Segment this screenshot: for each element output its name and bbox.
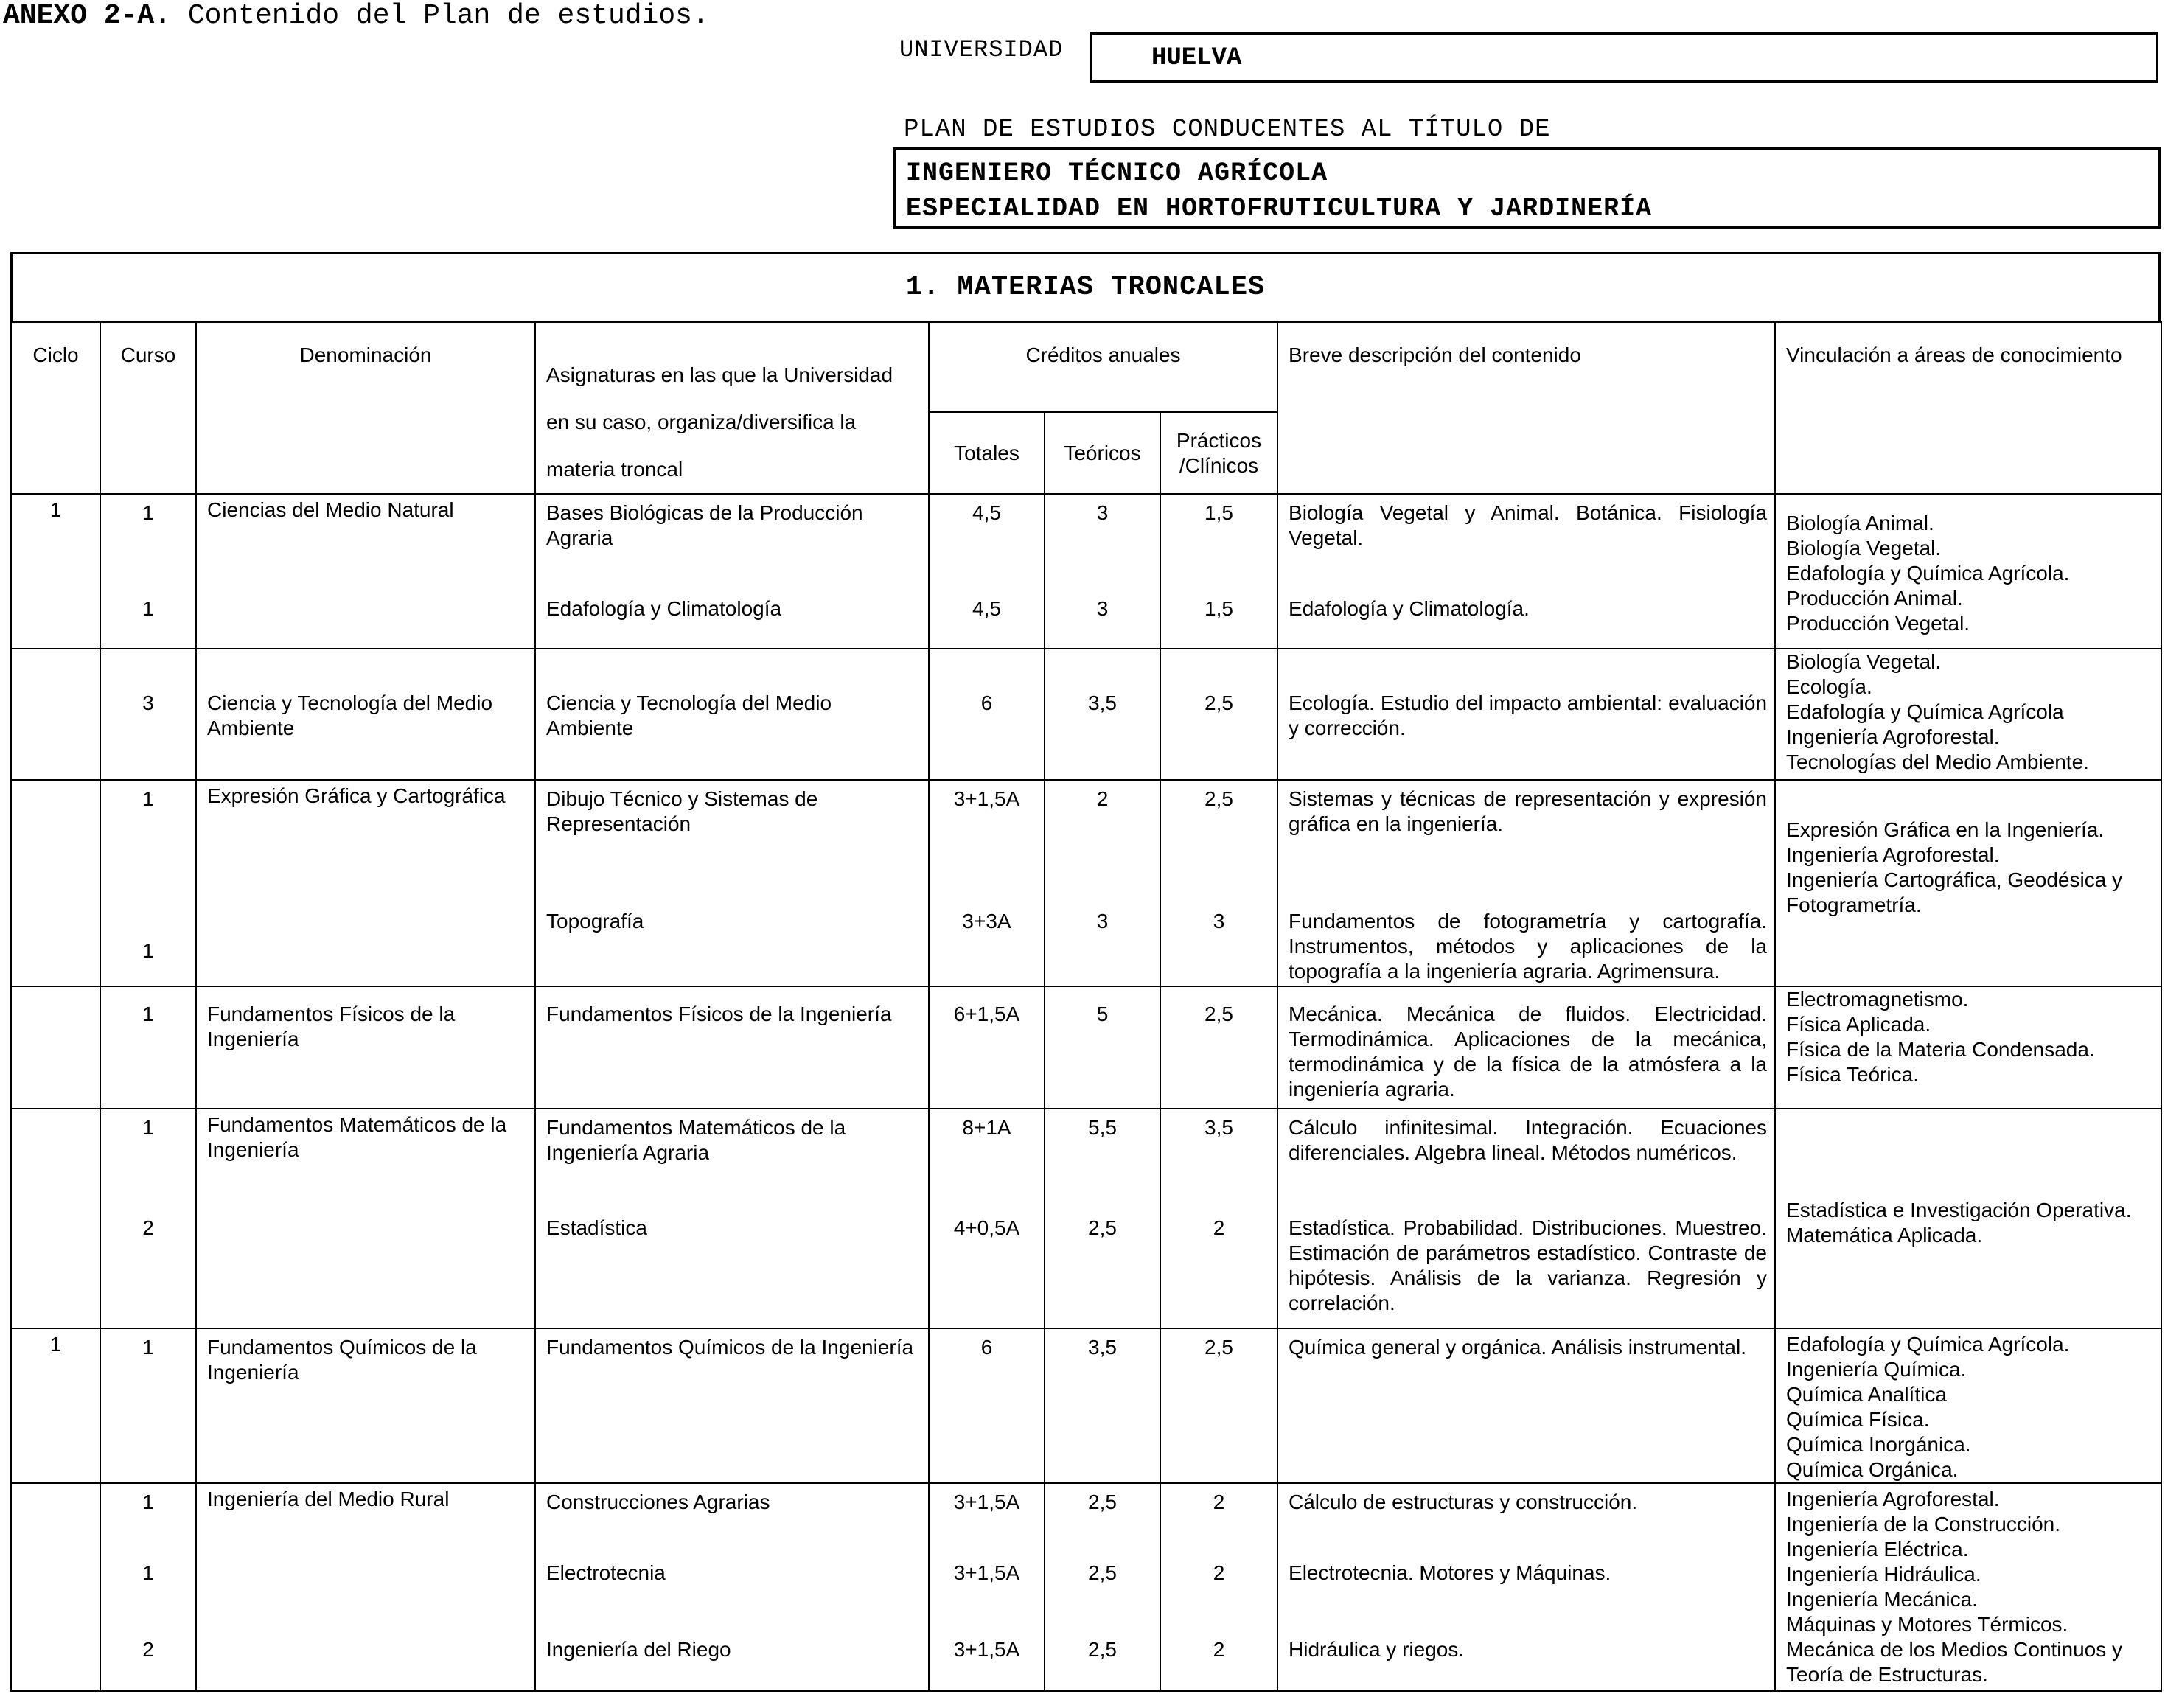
- descripcion-stack: [1278, 1329, 1774, 1477]
- descripcion-stack: [1278, 495, 1774, 645]
- area-item: Producción Vegetal.: [1786, 612, 1970, 635]
- degree-specialty: ESPECIALIDAD EN HORTOFRUTICULTURA Y JARDINERÍA: [906, 194, 1653, 223]
- area-item: Biología Animal.: [1786, 512, 1934, 534]
- curso-stack: [101, 1484, 195, 1686]
- totales-value: 3+1,5A: [953, 1491, 1020, 1513]
- area-item: Ingeniería Mecánica.: [1786, 1588, 1978, 1611]
- teoricos-value: 2,5: [1088, 1638, 1117, 1661]
- descripcion-stack: [1278, 1109, 1774, 1323]
- teoricos-stack: [1045, 781, 1160, 980]
- totales-value: 3+1,5A: [953, 787, 1020, 810]
- cell-asignatura: [535, 986, 929, 1109]
- teoricos-stack: [1045, 987, 1160, 1098]
- area-item: Ingeniería Agroforestal.: [1786, 725, 2000, 748]
- descripcion-stack: [1278, 1484, 1774, 1686]
- table-body: [11, 494, 2161, 1691]
- teoricos-value: 5: [1096, 1003, 1109, 1025]
- descripcion-value: Química general y orgánica. Análisis instrumental.: [1289, 1336, 1746, 1359]
- university-box: [1090, 32, 2158, 83]
- university-label: UNIVERSIDAD: [899, 36, 1064, 63]
- practicos-stack: [1161, 987, 1277, 1098]
- cell-vinculacion: [1775, 780, 2161, 986]
- cell-vinculacion: [1775, 986, 2161, 1109]
- curso-stack: [101, 1109, 195, 1323]
- area-item: Electromagnetismo.: [1786, 988, 1969, 1011]
- descripcion-stack: [1278, 987, 1774, 1101]
- descripcion-value: Edafología y Climatología.: [1289, 597, 1530, 620]
- teoricos-stack: [1045, 649, 1160, 738]
- teoricos-value: 5,5: [1088, 1116, 1117, 1139]
- table-row: [11, 986, 2161, 1109]
- practicos-value: 2,5: [1204, 691, 1233, 714]
- cell-totales: [929, 986, 1045, 1109]
- cell-totales: [929, 1328, 1045, 1483]
- area-item: Máquinas y Motores Térmicos.: [1786, 1613, 2068, 1636]
- totales-value: 3+1,5A: [953, 1638, 1020, 1661]
- area-item: Edafología y Química Agrícola.: [1786, 562, 2070, 585]
- curso-value: 3: [142, 691, 154, 714]
- cell-curso: [100, 1328, 196, 1483]
- practicos-value: 2: [1213, 1638, 1225, 1661]
- teoricos-value: 3: [1096, 501, 1109, 524]
- curso-value: 1: [142, 787, 154, 810]
- denominacion-value: Fundamentos Físicos de la Ingeniería: [207, 1003, 456, 1050]
- asignatura-value: Estadística: [546, 1216, 647, 1239]
- cell-practicos: [1160, 1109, 1277, 1328]
- asignatura-value: Dibujo Técnico y Sistemas de Representación: [546, 787, 818, 835]
- teoricos-value: 3: [1096, 597, 1109, 620]
- area-item: Ingeniería Cartográfica, Geodésica y: [1786, 868, 2123, 891]
- practicos-stack: [1161, 781, 1277, 980]
- descripcion-value: Cálculo de estructuras y construcción.: [1289, 1491, 1638, 1513]
- areas-list: [1776, 1484, 2161, 1687]
- col-header-asignaturas: Asignaturas en las que la Universidad en su caso, organiza/diversifica la materia troncal: [535, 321, 929, 494]
- denominacion-value: Fundamentos Matemáticos de la Ingeniería: [207, 1113, 507, 1161]
- cell-teoricos: [1045, 1328, 1160, 1483]
- cell-teoricos: [1045, 494, 1160, 649]
- area-item: Ecología.: [1786, 675, 1872, 698]
- teoricos-value: 3: [1096, 910, 1109, 933]
- teoricos-value: 2,5: [1088, 1216, 1117, 1239]
- area-item: Física de la Materia Condensada.: [1786, 1038, 2095, 1061]
- cell-curso: [100, 1483, 196, 1691]
- area-item: Biología Vegetal.: [1786, 537, 1942, 560]
- area-item: Edafología y Química Agrícola.: [1786, 1333, 2070, 1356]
- cell-curso: [100, 494, 196, 649]
- practicos-stack: [1161, 1484, 1277, 1686]
- areas-list: [1776, 781, 2161, 918]
- asignatura-stack: [536, 987, 928, 1098]
- cell-denominacion: [196, 1109, 535, 1328]
- practicos-value: 1,5: [1204, 597, 1233, 620]
- cell-curso: [100, 986, 196, 1109]
- practicos-value: 3,5: [1204, 1116, 1233, 1139]
- cell-ciclo: [11, 1483, 100, 1691]
- col-header-descripcion: Breve descripción del contenido: [1277, 321, 1775, 494]
- area-item: Química Orgánica.: [1786, 1458, 1959, 1481]
- asignatura-value: Fundamentos Físicos de la Ingeniería: [546, 1003, 892, 1025]
- cell-practicos: [1160, 780, 1277, 986]
- curso-value: 1: [142, 597, 154, 620]
- descripcion-value: Biología Vegetal y Animal. Botánica. Fisiología Vegetal.: [1289, 501, 1768, 549]
- asignatura-stack: [536, 649, 928, 738]
- cell-teoricos: [1045, 1109, 1160, 1328]
- col-header-practicos: Prácticos /Clínicos: [1160, 412, 1277, 494]
- asignatura-stack: [536, 495, 928, 645]
- col-header-teoricos: Teóricos: [1045, 412, 1160, 494]
- cell-practicos: [1160, 1328, 1277, 1483]
- annex-heading: [3, 0, 709, 32]
- totales-stack: [930, 1484, 1044, 1686]
- totales-value: 6: [980, 1336, 993, 1359]
- teoricos-value: 2,5: [1088, 1491, 1117, 1513]
- area-item: Química Analítica: [1786, 1383, 1947, 1406]
- descripcion-value: Fundamentos de fotogrametría y cartografía. Instrumentos, métodos y aplicaciones de la topografía a la ingeniería agraria. Agrimensura.: [1289, 910, 1768, 983]
- asignatura-value: Electrotecnia: [546, 1561, 666, 1584]
- cell-asignatura: [535, 1483, 929, 1691]
- cell-vinculacion: [1775, 1328, 2161, 1483]
- cell-denominacion: [196, 1483, 535, 1691]
- area-item: Matemática Aplicada.: [1786, 1224, 1983, 1247]
- area-item: Tecnologías del Medio Ambiente.: [1786, 750, 2089, 773]
- cell-totales: [929, 1483, 1045, 1691]
- totales-stack: [930, 1109, 1044, 1323]
- area-item: Mecánica de los Medios Continuos y: [1786, 1638, 2123, 1661]
- asignatura-value: Fundamentos Matemáticos de la Ingeniería Agraria: [546, 1116, 846, 1164]
- cell-vinculacion: [1775, 494, 2161, 649]
- teoricos-value: 2,5: [1088, 1561, 1117, 1584]
- asignatura-stack: [536, 1329, 928, 1477]
- cell-curso: [100, 649, 196, 780]
- area-item: Producción Animal.: [1786, 587, 1963, 610]
- cell-descripcion: [1277, 1109, 1775, 1328]
- cell-curso: [100, 780, 196, 986]
- cell-denominacion: [196, 494, 535, 649]
- asignatura-value: Construcciones Agrarias: [546, 1491, 770, 1513]
- table-row: [11, 780, 2161, 986]
- subjects-table: [10, 321, 2162, 1692]
- col-header-vinculacion: Vinculación a áreas de conocimiento: [1775, 321, 2161, 494]
- area-item: Ingeniería Agroforestal.: [1786, 843, 2000, 866]
- descripcion-stack: [1278, 649, 1774, 738]
- totales-value: 3+3A: [962, 910, 1011, 933]
- cell-totales: [929, 1109, 1045, 1328]
- area-item: Biología Vegetal.: [1786, 650, 1942, 673]
- practicos-value: 2: [1213, 1491, 1225, 1513]
- table-heading: [10, 252, 2161, 323]
- curso-value: 1: [142, 1003, 154, 1025]
- cell-denominacion: [196, 1328, 535, 1483]
- ciclo-value: 1: [49, 498, 62, 521]
- curso-value: 1: [142, 1491, 154, 1513]
- university-value: HUELVA: [1151, 44, 1242, 72]
- descripcion-value: Hidráulica y riegos.: [1289, 1638, 1465, 1661]
- curso-stack: [101, 649, 195, 738]
- teoricos-value: 2: [1096, 787, 1109, 810]
- teoricos-value: 3,5: [1088, 1336, 1117, 1359]
- table-heading-text: 1. MATERIAS TRONCALES: [905, 272, 1266, 303]
- areas-list: [1776, 987, 2161, 1087]
- table-row: [11, 1109, 2161, 1328]
- area-item: Química Inorgánica.: [1786, 1433, 1971, 1456]
- cell-asignatura: [535, 1109, 929, 1328]
- areas-list: [1776, 649, 2161, 775]
- cell-asignatura: [535, 494, 929, 649]
- denominacion-value: Expresión Gráfica y Cartográfica: [207, 784, 506, 807]
- areas-list: [1776, 495, 2161, 636]
- totales-stack: [930, 1329, 1044, 1477]
- asignatura-value: Bases Biológicas de la Producción Agraria: [546, 501, 863, 549]
- col-header-ciclo: Ciclo: [11, 321, 100, 494]
- descripcion-value: Electrotecnia. Motores y Máquinas.: [1289, 1561, 1611, 1584]
- cell-curso: [100, 1109, 196, 1328]
- practicos-value: 2,5: [1204, 1003, 1233, 1025]
- asignatura-value: Ingeniería del Riego: [546, 1638, 731, 1661]
- asignatura-stack: [536, 1109, 928, 1323]
- totales-value: 4+0,5A: [953, 1216, 1020, 1239]
- totales-value: 4,5: [972, 597, 1001, 620]
- area-item: Ingeniería Agroforestal.: [1786, 1488, 2000, 1510]
- cell-ciclo: [11, 780, 100, 986]
- ciclo-value: 1: [49, 1333, 62, 1356]
- cell-asignatura: [535, 780, 929, 986]
- cell-practicos: [1160, 1483, 1277, 1691]
- cell-vinculacion: [1775, 649, 2161, 780]
- denominacion-value: Fundamentos Químicos de la Ingeniería: [207, 1336, 477, 1384]
- area-item: Química Física.: [1786, 1408, 1930, 1431]
- annex-label: ANEXO 2-A.: [3, 0, 172, 32]
- denominacion-value: Ciencias del Medio Natural: [207, 498, 454, 521]
- col-header-denominacion: Denominación: [196, 321, 535, 494]
- totales-value: 8+1A: [962, 1116, 1011, 1139]
- cell-teoricos: [1045, 780, 1160, 986]
- col-header-creditos: Créditos anuales: [929, 321, 1277, 412]
- area-item: Ingeniería Eléctrica.: [1786, 1538, 1969, 1561]
- cell-descripcion: [1277, 986, 1775, 1109]
- denominacion-value: Ingeniería del Medio Rural: [207, 1488, 450, 1510]
- teoricos-stack: [1045, 1109, 1160, 1323]
- plan-label: PLAN DE ESTUDIOS CONDUCENTES AL TÍTULO DE: [904, 116, 1551, 144]
- curso-value: 1: [142, 501, 154, 524]
- curso-stack: [101, 781, 195, 980]
- curso-value: 1: [142, 1561, 154, 1584]
- totales-value: 6+1,5A: [953, 1003, 1020, 1025]
- practicos-value: 3: [1213, 910, 1225, 933]
- totales-value: 3+1,5A: [953, 1561, 1020, 1584]
- table-row: [11, 494, 2161, 649]
- practicos-value: 2,5: [1204, 1336, 1233, 1359]
- teoricos-value: 3,5: [1088, 691, 1117, 714]
- cell-ciclo: [11, 649, 100, 780]
- descripcion-value: Sistemas y técnicas de representación y expresión gráfica en la ingeniería.: [1289, 787, 1768, 835]
- totales-stack: [930, 781, 1044, 980]
- cell-descripcion: [1277, 494, 1775, 649]
- asignatura-stack: [536, 1484, 928, 1686]
- practicos-value: 2: [1213, 1216, 1225, 1239]
- area-item: Teoría de Estructuras.: [1786, 1663, 1988, 1686]
- cell-asignatura: [535, 649, 929, 780]
- curso-value: 2: [142, 1638, 154, 1661]
- cell-denominacion: [196, 649, 535, 780]
- teoricos-stack: [1045, 1329, 1160, 1477]
- teoricos-stack: [1045, 495, 1160, 645]
- areas-list: [1776, 1109, 2161, 1248]
- area-item: Física Aplicada.: [1786, 1013, 1931, 1036]
- practicos-value: 2: [1213, 1561, 1225, 1584]
- area-item: Expresión Gráfica en la Ingeniería.: [1786, 818, 2105, 841]
- cell-ciclo: [11, 494, 100, 649]
- cell-descripcion: [1277, 649, 1775, 780]
- subjects-table-container: [10, 252, 2161, 1697]
- cell-totales: [929, 494, 1045, 649]
- cell-practicos: [1160, 494, 1277, 649]
- curso-stack: [101, 495, 195, 645]
- practicos-value: 1,5: [1204, 501, 1233, 524]
- totales-stack: [930, 495, 1044, 645]
- cell-vinculacion: [1775, 1483, 2161, 1691]
- totales-stack: [930, 649, 1044, 738]
- practicos-stack: [1161, 1109, 1277, 1323]
- curso-value: 1: [142, 939, 154, 962]
- descripcion-value: Estadística. Probabilidad. Distribuciones. Muestreo. Estimación de parámetros estadístico. Contraste de hipótesis. Análisis de la varianza. Regresión y correlación.: [1289, 1216, 1768, 1314]
- degree-title-box: [893, 147, 2161, 229]
- col-header-curso: Curso: [100, 321, 196, 494]
- cell-teoricos: [1045, 986, 1160, 1109]
- cell-denominacion: [196, 986, 535, 1109]
- practicos-stack: [1161, 495, 1277, 645]
- totales-value: 6: [980, 691, 993, 714]
- cell-teoricos: [1045, 649, 1160, 780]
- curso-value: 1: [142, 1336, 154, 1359]
- asignatura-value: Topografía: [546, 910, 644, 933]
- curso-stack: [101, 987, 195, 1098]
- annex-title: Contenido del Plan de estudios.: [187, 0, 709, 32]
- denominacion-value: Ciencia y Tecnología del Medio Ambiente: [207, 691, 493, 739]
- asignatura-value: Fundamentos Químicos de la Ingeniería: [546, 1336, 914, 1359]
- descripcion-stack: [1278, 781, 1774, 983]
- practicos-value: 2,5: [1204, 787, 1233, 810]
- table-row: [11, 1483, 2161, 1691]
- asignatura-value: Ciencia y Tecnología del Medio Ambiente: [546, 691, 832, 739]
- cell-ciclo: [11, 1109, 100, 1328]
- area-item: Física Teórica.: [1786, 1063, 1920, 1086]
- cell-practicos: [1160, 649, 1277, 780]
- area-item: Ingeniería de la Construcción.: [1786, 1513, 2061, 1536]
- area-item: Estadística e Investigación Operativa.: [1786, 1199, 2132, 1221]
- asignatura-stack: [536, 781, 928, 980]
- table-row: [11, 649, 2161, 780]
- degree-title: INGENIERO TÉCNICO AGRÍCOLA: [906, 158, 1328, 188]
- curso-value: 2: [142, 1216, 154, 1239]
- totales-stack: [930, 987, 1044, 1098]
- cell-ciclo: [11, 986, 100, 1109]
- cell-descripcion: [1277, 780, 1775, 986]
- cell-vinculacion: [1775, 1109, 2161, 1328]
- cell-asignatura: [535, 1328, 929, 1483]
- cell-teoricos: [1045, 1483, 1160, 1691]
- practicos-stack: [1161, 649, 1277, 738]
- descripcion-value: Ecología. Estudio del impacto ambiental: evaluación y corrección.: [1289, 691, 1768, 739]
- practicos-stack: [1161, 1329, 1277, 1477]
- curso-stack: [101, 1329, 195, 1477]
- cell-descripcion: [1277, 1328, 1775, 1483]
- asignatura-value: Edafología y Climatología: [546, 597, 782, 620]
- totales-value: 4,5: [972, 501, 1001, 524]
- area-item: Fotogrametría.: [1786, 893, 1922, 916]
- table-row: [11, 1328, 2161, 1483]
- area-item: Ingeniería Hidráulica.: [1786, 1563, 1981, 1586]
- cell-denominacion: [196, 780, 535, 986]
- cell-totales: [929, 780, 1045, 986]
- area-item: Ingeniería Química.: [1786, 1358, 1967, 1381]
- descripcion-value: Mecánica. Mecánica de fluidos. Electricidad. Termodinámica. Aplicaciones de la mecánica, termodinámica y de la física de la atmósfera a la ingeniería agraria.: [1289, 1003, 1768, 1101]
- areas-list: [1776, 1329, 2161, 1482]
- col-header-totales: Totales: [929, 412, 1045, 494]
- cell-totales: [929, 649, 1045, 780]
- cell-descripcion: [1277, 1483, 1775, 1691]
- cell-practicos: [1160, 986, 1277, 1109]
- area-item: Edafología y Química Agrícola: [1786, 700, 2064, 723]
- cell-ciclo: [11, 1328, 100, 1483]
- teoricos-stack: [1045, 1484, 1160, 1686]
- curso-value: 1: [142, 1116, 154, 1139]
- descripcion-value: Cálculo infinitesimal. Integración. Ecuaciones diferenciales. Algebra lineal. Métodos numéricos.: [1289, 1116, 1768, 1164]
